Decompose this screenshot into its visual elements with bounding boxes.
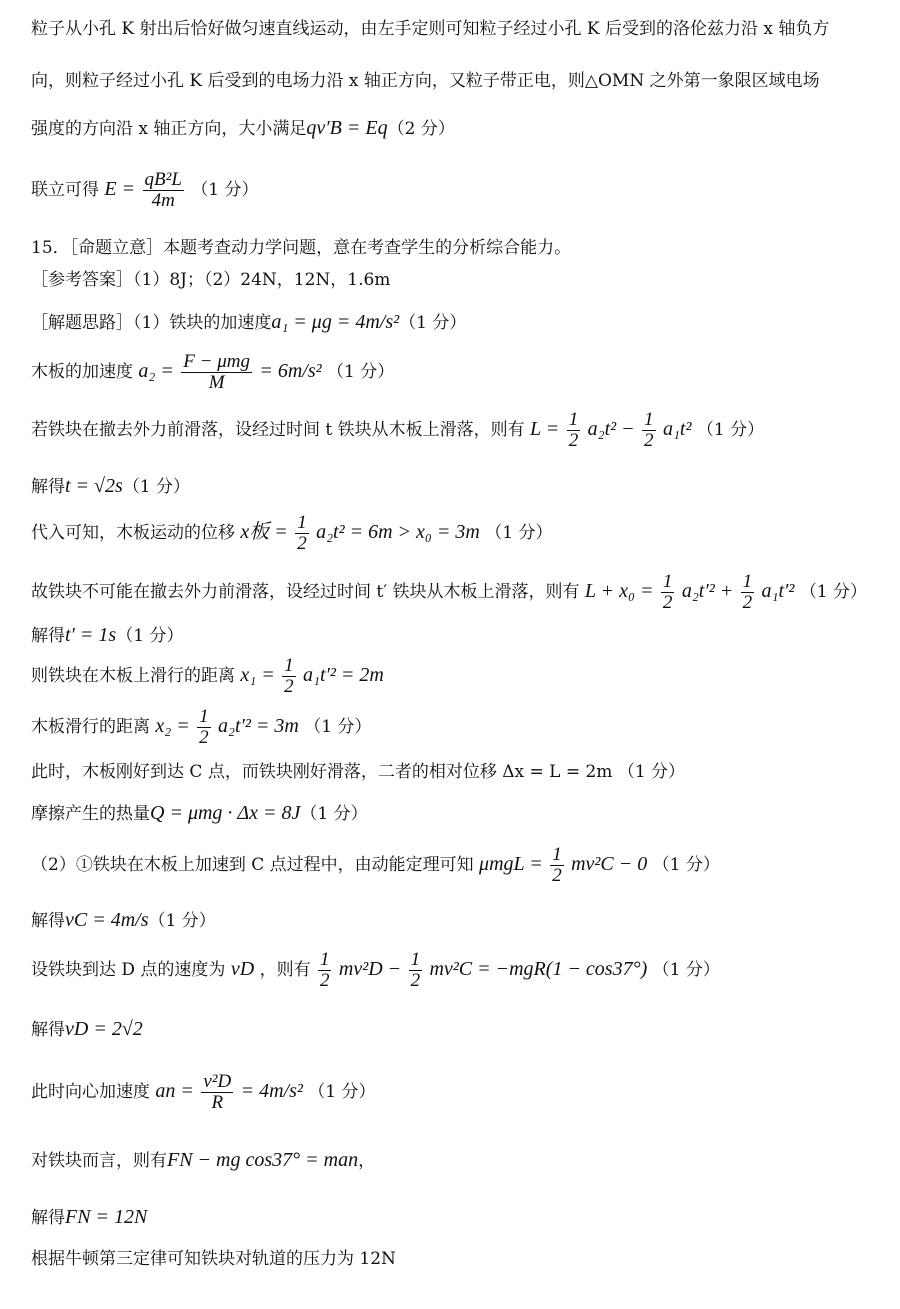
denominator: R (211, 1091, 224, 1113)
numerator: 1 (199, 706, 209, 727)
text: 解得 (31, 1208, 65, 1228)
paragraph-line (31, 910, 216, 930)
paragraph-line (31, 1019, 143, 1039)
fraction (567, 410, 581, 451)
text: 则铁块在木板上滑行的距离 (31, 665, 235, 686)
score-note: （1 分） (327, 361, 395, 382)
formula: a₂t′² + (681, 579, 734, 602)
text: 摩擦产生的热量 (31, 804, 150, 824)
fraction (318, 950, 332, 991)
formula: a₁t′² (761, 579, 795, 602)
denominator: 2 (662, 591, 673, 613)
score-note: （1 分） (308, 1081, 376, 1102)
paragraph-line (31, 1251, 396, 1268)
text: 设铁块到达 D 点的速度为 (31, 959, 226, 980)
fraction (409, 950, 423, 991)
fraction (181, 352, 252, 393)
text: 粒子从小孔 K 射出后恰好做匀速直线运动，由左手定则可知粒子经过小孔 K 后受到的洛伦兹力沿 x 轴负方 (31, 19, 830, 39)
formula: x板 = (240, 520, 288, 543)
text: 解得 (31, 1020, 65, 1040)
text: 联立可得 (31, 179, 99, 200)
formula: a₁ = μg = 4m/s² (271, 311, 400, 333)
paragraph-line (31, 625, 183, 645)
formula: t′ = 1s (65, 624, 117, 646)
denominator: 2 (568, 429, 579, 451)
score-note: （1 分） (122, 477, 191, 497)
score-note: （1 分） (652, 959, 720, 980)
numerator: qB²L (144, 169, 182, 190)
paragraph-line (31, 803, 368, 823)
text: （2）①铁块在木板上加速到 C 点过程中，由动能定理可知 (31, 854, 474, 875)
formula: x₁ = (240, 663, 275, 686)
denominator: 2 (199, 726, 209, 748)
score-note: （1 分） (799, 581, 868, 602)
fraction (642, 410, 656, 451)
paragraph-line (31, 272, 390, 289)
formula: = 4m/s² (240, 1079, 303, 1102)
paragraph-line (31, 352, 394, 393)
score-note: （1 分） (652, 854, 720, 875)
paragraph-line (31, 73, 820, 90)
score-note: （1 分） (191, 179, 259, 200)
score-note: （1 分） (300, 804, 368, 824)
denominator: 2 (284, 675, 294, 697)
numerator: 1 (297, 512, 307, 533)
score-note: （1 分） (116, 626, 184, 646)
denominator: 4m (151, 189, 175, 211)
text: ， (358, 1151, 376, 1171)
formula: a₁t² (662, 417, 692, 440)
numerator: 1 (284, 655, 294, 676)
paragraph-line (31, 476, 190, 496)
paragraph-line (31, 410, 764, 451)
score-note: （1 分） (696, 419, 765, 440)
numerator: 1 (568, 409, 579, 430)
score-note: （1 分） (485, 522, 553, 543)
formula: μmgL = (479, 852, 543, 875)
text: 对铁块而言，则有 (31, 1151, 167, 1171)
formula: qv′B = Eq (306, 117, 388, 139)
paragraph-line (31, 240, 571, 257)
text: 木板的加速度 (31, 361, 133, 382)
text: 解得 (31, 911, 65, 931)
text: ，则有 (259, 959, 311, 980)
score-note: （2 分） (387, 119, 455, 139)
paragraph-line (31, 845, 720, 886)
score-note: （1 分） (399, 313, 467, 333)
text: 此时向心加速度 (31, 1081, 150, 1102)
formula: mv²C − 0 (571, 852, 648, 875)
paragraph-line (31, 1072, 376, 1113)
numerator: 1 (662, 571, 673, 592)
denominator: M (208, 371, 225, 393)
paragraph-line (31, 118, 455, 138)
formula: x₂ = (155, 714, 190, 737)
text: 解得 (31, 626, 65, 646)
fraction (201, 1072, 233, 1113)
section-heading: 15．［命题立意］本题考查动力学问题，意在考查学生的分析综合能力。 (31, 238, 572, 258)
formula: FN = 12N (65, 1206, 148, 1228)
text: 故铁块不可能在撤去外力前滑落，设经过时间 t′ 铁块从木板上滑落，则有 (31, 581, 580, 602)
numerator: 1 (644, 409, 654, 430)
formula: mv²D − (338, 957, 402, 980)
text: 木板滑行的距离 (31, 716, 150, 737)
numerator: 1 (410, 949, 421, 970)
formula: mv²C = −mgR(1 − cos37°) (429, 957, 648, 980)
fraction (741, 572, 755, 613)
denominator: 2 (552, 864, 562, 886)
answer-line: ［参考答案］（1）8J；（2）24N，12N，1.6m (31, 270, 391, 290)
numerator: v²D (203, 1071, 232, 1092)
paragraph-line (31, 656, 384, 697)
formula: vC = 4m/s (65, 909, 149, 931)
fraction (661, 572, 675, 613)
text: 代入可知，木板运动的位移 (31, 522, 235, 543)
paragraph-line (31, 707, 372, 748)
paragraph-line (31, 312, 466, 332)
text: ［解题思路］（1）铁块的加速度 (31, 313, 272, 333)
formula: FN − mg cos37° = man (167, 1149, 359, 1171)
paragraph-line (31, 513, 552, 554)
numerator: 1 (552, 844, 562, 865)
formula: a₂t² − (587, 417, 635, 440)
paragraph-line (31, 170, 259, 211)
denominator: 2 (742, 591, 753, 613)
numerator: 1 (319, 949, 330, 970)
formula: = 6m/s² (259, 359, 322, 382)
formula: L + x₀ = (584, 579, 654, 602)
paragraph-line (31, 950, 720, 991)
numerator: 1 (742, 571, 753, 592)
formula: L = (530, 417, 560, 440)
text: 解得 (31, 477, 65, 497)
formula: a₂t′² = 3m (218, 714, 299, 737)
formula: t = √2s (65, 475, 123, 497)
paragraph-line (31, 1150, 375, 1170)
text: 此时，木板刚好到达 C 点，而铁块刚好滑落，二者的相对位移 Δx = L = 2m （1 分） (31, 762, 686, 782)
denominator: 2 (297, 532, 307, 554)
score-note: （1 分） (304, 716, 372, 737)
text: 根据牛顿第三定律可知铁块对轨道的压力为 12N (31, 1249, 396, 1269)
denominator: 2 (644, 429, 654, 451)
formula: Q = μmg · Δx = 8J (150, 802, 301, 824)
fraction (282, 656, 296, 697)
denominator: 2 (410, 969, 421, 991)
fraction (143, 170, 184, 211)
numerator: F − μmg (183, 351, 250, 372)
paragraph-line (31, 764, 685, 781)
formula: a₂ = (138, 359, 174, 382)
paragraph-line (31, 21, 829, 38)
score-note: （1 分） (148, 911, 216, 931)
formula: vD (230, 957, 255, 980)
fraction (550, 845, 564, 886)
formula: E = (104, 177, 136, 200)
formula: a₁t′² = 2m (303, 663, 384, 686)
text: 强度的方向沿 x 轴正方向，大小满足 (31, 119, 307, 139)
text: 向，则粒子经过小孔 K 后受到的电场力沿 x 轴正方向，又粒子带正电，则△OMN 之外第一象限区域电场 (31, 71, 820, 91)
paragraph-line (31, 572, 867, 613)
formula: an = (155, 1079, 194, 1102)
fraction (197, 707, 211, 748)
paragraph-line (31, 1207, 147, 1227)
denominator: 2 (319, 969, 330, 991)
text: 若铁块在撤去外力前滑落，设经过时间 t 铁块从木板上滑落，则有 (31, 419, 525, 440)
formula: a₂t² = 6m > x₀ = 3m (316, 520, 480, 543)
fraction (295, 513, 309, 554)
formula: vD = 2√2 (65, 1018, 143, 1040)
